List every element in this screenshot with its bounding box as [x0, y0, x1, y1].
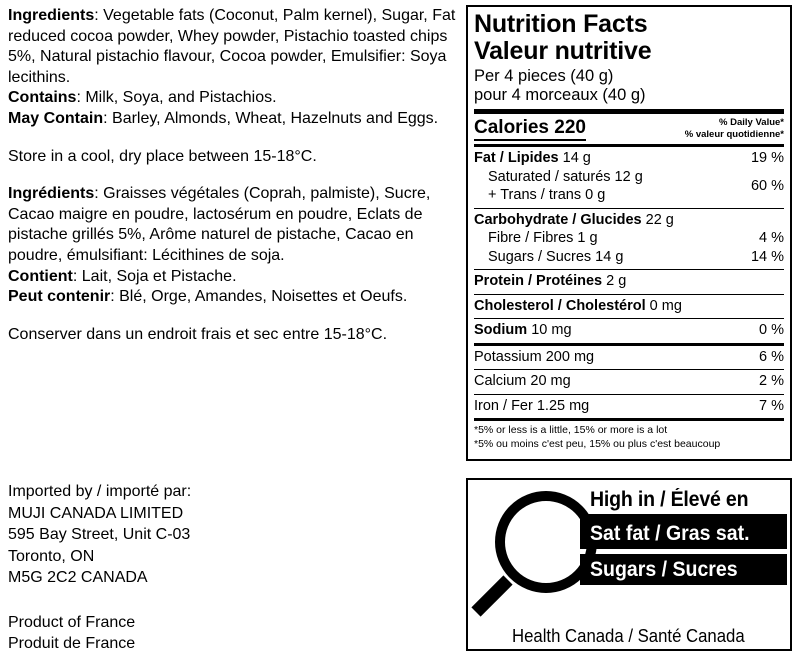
importer-line-1: Imported by / importé par: [8, 483, 192, 500]
contains-label-en: Contains [8, 89, 77, 107]
carb-amount: 22 g [645, 211, 674, 228]
may-contain-fr [8, 287, 458, 308]
dv-header-fr: % valeur quotidienne* [684, 129, 784, 140]
protein-label: Protein / Protéines [474, 273, 603, 289]
fop-sat-fat: Sat fat / Gras sat. [590, 522, 750, 545]
calories-label: Calories [474, 117, 549, 138]
sugars: Sugars / Sucres 14 g [488, 248, 624, 265]
calories-row [474, 114, 784, 144]
origin-fr: Produit de France [8, 635, 136, 652]
footnote-fr: *5% ou moins c'est peu, 15% ou plus c'est beaucoup [474, 438, 721, 450]
contains-label-fr: Contient [8, 267, 73, 285]
potassium: Potassium 200 mg [474, 348, 595, 365]
trans-fat: + Trans / trans 0 g [488, 187, 606, 203]
importer-address [8, 481, 191, 589]
serving-size-en: Per 4 pieces (40 g) [474, 67, 614, 85]
nutrition-title-fr: Valeur nutritive [474, 37, 652, 65]
ingredients-label-fr: Ingrédients [8, 185, 95, 203]
fibre: Fibre / Fibres 1 g [488, 230, 598, 246]
storage-en: Store in a cool, dry place between 15-18°C. [8, 147, 317, 165]
importer-line-3: 595 Bay Street, Unit C-03 [8, 526, 191, 543]
calcium: Calcium 20 mg [474, 373, 571, 389]
front-of-pack-symbol [466, 478, 792, 651]
sugars-dv: 14 % [750, 248, 784, 265]
iron: Iron / Fer 1.25 mg [474, 397, 590, 414]
importer-line-5: M5G 2C2 CANADA [8, 569, 148, 586]
may-contain-en [8, 109, 458, 130]
cholesterol-row [474, 297, 784, 316]
dv-header-en: % Daily Value* [719, 117, 784, 128]
ingredients-fr [8, 184, 458, 266]
calories-value: 220 [554, 117, 586, 138]
nutrition-title-en: Nutrition Facts [474, 10, 648, 38]
fat-label: Fat / Lipides [474, 150, 559, 166]
fibre-row [474, 229, 784, 248]
fop-sugars: Sugars / Sucres [590, 558, 738, 581]
sugars-row [474, 248, 784, 267]
importer-line-2: MUJI CANADA LIMITED [8, 504, 184, 522]
fibre-dv: 4 % [759, 230, 784, 246]
serving-size-fr: pour 4 morceaux (40 g) [474, 86, 646, 104]
footnote [474, 421, 784, 451]
calcium-dv: 2 % [759, 373, 784, 389]
cholesterol-amount: 0 mg [649, 297, 682, 314]
sat-trans-row [474, 168, 784, 205]
nutrition-facts-table [466, 5, 792, 461]
contains-text-en: : Milk, Soya, and Pistachios. [76, 89, 277, 107]
carbohydrate-row [474, 211, 784, 230]
saturated-fat: Saturated / saturés 12 g [488, 168, 643, 185]
sat-trans-dv: 60 % [750, 178, 784, 194]
ingredients-panel [8, 6, 458, 345]
potassium-row [474, 348, 784, 367]
importer-line-4: Toronto, ON [8, 547, 95, 565]
may-contain-label-en: May Contain [8, 109, 104, 127]
may-contain-text-fr: : Blé, Orge, Amandes, Noisettes et Oeufs. [110, 288, 408, 306]
ingredients-label-en: Ingredients [8, 7, 95, 24]
sodium-dv: 0 % [759, 322, 784, 338]
contains-text-fr: : Lait, Soja et Pistache. [72, 267, 237, 285]
contains-en [8, 88, 458, 109]
ingredients-en [8, 6, 458, 88]
daily-value-header [685, 117, 784, 141]
calcium-row [474, 372, 784, 391]
origin-en: Product of France [8, 614, 136, 631]
sodium-label: Sodium [474, 322, 528, 338]
calories [474, 117, 586, 141]
fat-row [474, 149, 784, 168]
may-contain-text-en: : Barley, Almonds, Wheat, Hazelnuts and Eggs. [103, 109, 439, 127]
fat-dv: 19 % [750, 150, 784, 166]
carb-label: Carbohydrate / Glucides [474, 211, 642, 228]
fop-sugars-bar [580, 554, 787, 585]
protein-row [474, 272, 784, 291]
potassium-dv: 6 % [759, 348, 784, 365]
fat-amount: 14 g [562, 150, 591, 166]
fop-heading: High in / Élevé en [590, 488, 749, 511]
may-contain-label-fr: Peut contenir [8, 288, 111, 306]
fop-footer: Health Canada / Santé Canada [512, 626, 745, 646]
storage-fr: Conserver dans un endroit frais et sec entre 15-18°C. [8, 325, 388, 343]
sodium-amount: 10 mg [531, 322, 572, 338]
footnote-en: *5% or less is a little, 15% or more is a lot [474, 424, 668, 436]
contains-fr [8, 267, 458, 288]
sodium-row [474, 321, 784, 340]
product-origin [8, 612, 135, 654]
iron-dv: 7 % [759, 397, 784, 414]
fop-sat-fat-bar [580, 518, 787, 549]
protein-amount: 2 g [606, 273, 627, 289]
ingredients-text-fr: : Graisses végétales (Coprah, palmiste), Sucre, Cacao maigre en poudre, lactosérum en poudre, Eclats de pistache grillés 5%, Arôme naturel de pistache, Cacao en poudre, émulsifiant: Lécithines de soja. [8, 185, 431, 264]
iron-row [474, 397, 784, 416]
cholesterol-label: Cholesterol / Cholestérol [474, 297, 646, 314]
ingredients-text-en: : Vegetable fats (Coconut, Palm kernel), Sugar, Fat reduced cocoa powder, Whey powder, Pistachio toasted chips 5%, Natural pistachio flavour, Cocoa powder, Emulsifier: Soya lecithins. [8, 7, 456, 86]
